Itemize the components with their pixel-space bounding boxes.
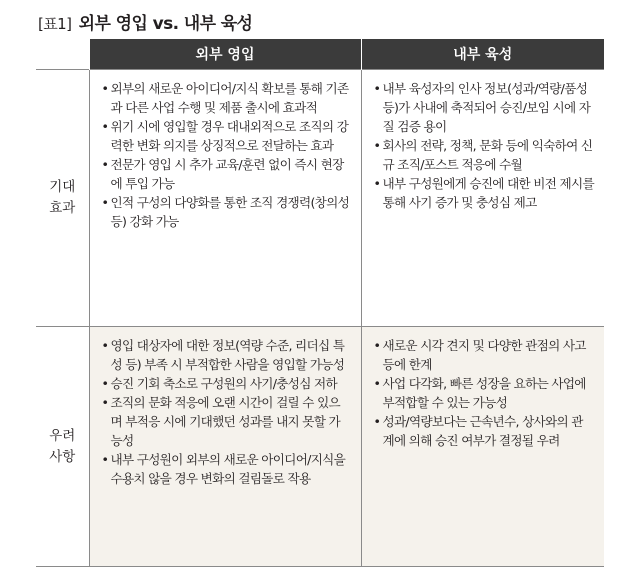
list-item: • 외부의 새로운 아이디어/지식 확보를 통해 기존과 다른 사업 수행 및 제품 출시에 효과적 <box>102 79 351 117</box>
row-label-line: 효과 <box>49 200 76 216</box>
list-item: • 성과/역량보다는 근속년수, 상사와의 관계에 의해 승진 여부가 결정될 우려 <box>374 412 595 450</box>
table-number: [표1] <box>38 15 72 33</box>
row-label-line: 사항 <box>49 448 76 465</box>
table-title <box>38 9 252 34</box>
title-text: 외부 영입 vs. 내부 육성 <box>78 14 253 34</box>
list-item: • 영입 대상자에 대한 정보(역량 수준, 리더십 특성 등) 부족 시 부적합한 사람을 영입할 가능성 <box>102 336 351 374</box>
column-header-external: 외부 영입 <box>89 39 361 70</box>
comparison-table <box>36 39 604 567</box>
list-item: • 인적 구성의 다양화를 통한 조직 경쟁력(창의성 등) 강화 가능 <box>102 193 351 231</box>
row-label-line: 기대 <box>49 179 76 195</box>
list-item: • 새로운 시각 견지 및 다양한 관점의 사고 등에 한계 <box>374 336 595 374</box>
row-concerns <box>36 327 604 567</box>
row-label-line: 우려 <box>49 427 76 444</box>
row-label-expected <box>36 70 89 327</box>
list-item: • 내부 육성자의 인사 정보(성과/역량/품성 등)가 사내에 축적되어 승진/보임 시에 자질 검증 용이 <box>374 79 595 136</box>
cell-external-concerns <box>89 327 361 567</box>
list-item: • 위기 시에 영입할 경우 대내외적으로 조직의 강력한 변화 의지를 상징적으로 전달하는 효과 <box>102 117 351 155</box>
list-item: • 전문가 영입 시 추가 교육/훈련 없이 즉시 현장에 투입 가능 <box>102 155 351 193</box>
list-item: • 내부 구성원이 외부의 새로운 아이디어/지식을 수용치 않을 경우 변화의 걸림돌로 작용 <box>102 450 351 488</box>
list-item: • 조직의 문화 적응에 오랜 시간이 걸릴 수 있으며 부적응 시에 기대했던 성과를 내지 못할 가능성 <box>102 393 351 450</box>
corner-cell <box>36 39 89 70</box>
header-row <box>36 39 604 70</box>
row-expected-effects <box>36 70 604 327</box>
list-item: • 사업 다각화, 빠른 성장을 요하는 사업에 부적합할 수 있는 가능성 <box>374 374 595 412</box>
list-item: • 승진 기회 축소로 구성원의 사기/충성심 저하 <box>102 374 351 393</box>
row-label-concerns <box>36 327 89 567</box>
column-header-internal: 내부 육성 <box>361 39 604 70</box>
list-item: • 회사의 전략, 정책, 문화 등에 익숙하여 신규 조직/포스트 적응에 수월 <box>374 136 595 174</box>
cell-external-expected <box>89 70 361 327</box>
list-item: • 내부 구성원에게 승진에 대한 비전 제시를 통해 사기 증가 및 충성심 제고 <box>374 174 595 212</box>
cell-internal-expected <box>361 70 604 327</box>
cell-internal-concerns <box>361 327 604 567</box>
